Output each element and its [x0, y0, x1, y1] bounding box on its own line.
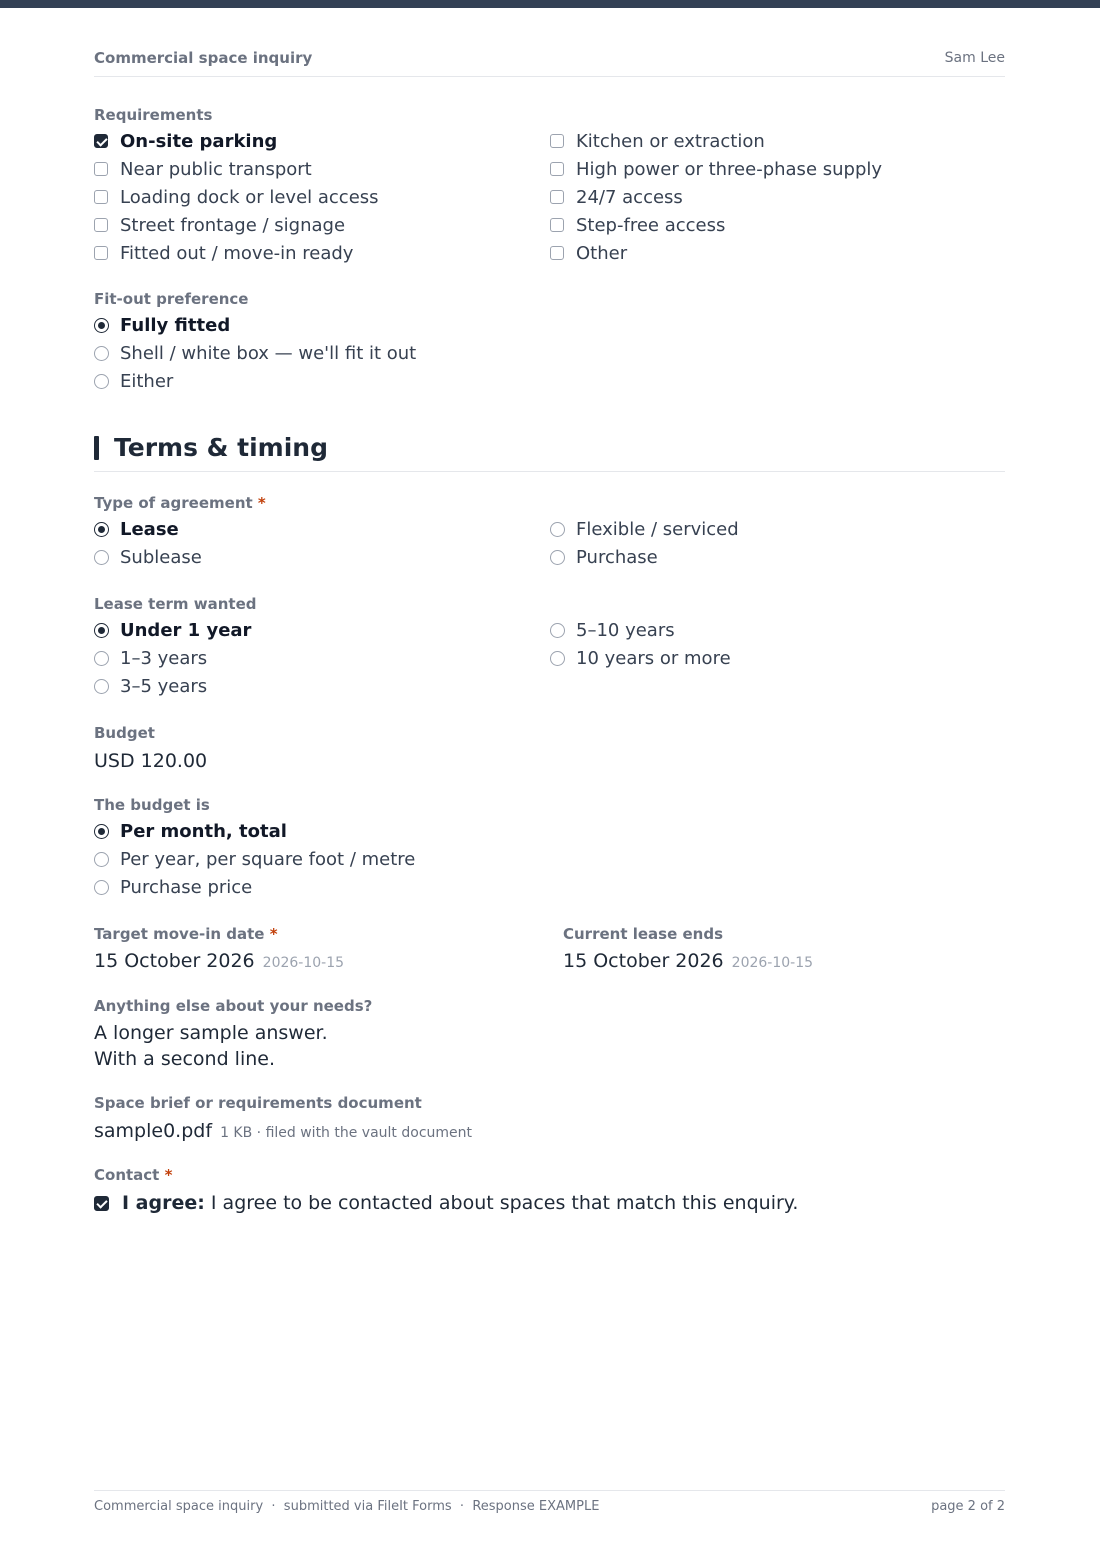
- radio-button[interactable]: [94, 824, 109, 839]
- radio-button[interactable]: [94, 679, 109, 694]
- section-accent-bar: [94, 436, 99, 460]
- document-label: Space brief or requirements document: [94, 1094, 422, 1112]
- page-number: page 2 of 2: [931, 1499, 1005, 1514]
- budget-value: USD 120.00: [94, 750, 208, 772]
- lease-ends-label: Current lease ends: [563, 925, 724, 943]
- radio-button[interactable]: [94, 880, 109, 895]
- consent-label: I agree:: [122, 1192, 205, 1214]
- checkbox[interactable]: [94, 134, 108, 148]
- contact-label: Contact *: [94, 1166, 173, 1184]
- footer-info: Commercial space inquiry · submitted via FileIt Forms · Response EXAMPLE: [94, 1499, 600, 1514]
- radio-button[interactable]: [94, 651, 109, 666]
- lease-ends-iso-date: 2026-10-15: [731, 955, 814, 971]
- lease-ends-value: 15 October 2026 2026-10-15: [563, 950, 814, 972]
- section-heading: [94, 432, 1005, 472]
- respondent-name: Sam Lee: [944, 50, 1005, 66]
- radio-button[interactable]: [550, 550, 565, 565]
- required-marker: *: [164, 1166, 173, 1184]
- radio-button[interactable]: [94, 522, 109, 537]
- needs-label: Anything else about your needs?: [94, 997, 373, 1015]
- document-file: [94, 1120, 472, 1142]
- checkbox[interactable]: [94, 246, 108, 260]
- fitout-label: Fit-out preference: [94, 290, 249, 308]
- checkbox[interactable]: [94, 218, 108, 232]
- radio-button[interactable]: [94, 346, 109, 361]
- page-footer: [94, 1490, 1005, 1514]
- checkbox[interactable]: [550, 162, 564, 176]
- document-filename[interactable]: sample0.pdf: [94, 1120, 213, 1142]
- radio-button[interactable]: [550, 522, 565, 537]
- budget-basis-label: The budget is: [94, 796, 210, 814]
- move-in-value: 15 October 2026 2026-10-15: [94, 950, 345, 972]
- required-marker: *: [269, 925, 278, 943]
- move-in-label: Target move-in date *: [94, 925, 278, 943]
- document-meta: 1 KB · filed with the vault document: [220, 1125, 473, 1141]
- checkbox[interactable]: [550, 246, 564, 260]
- top-accent-bar: [0, 0, 1100, 8]
- form-title: Commercial space inquiry: [94, 49, 313, 67]
- move-in-iso-date: 2026-10-15: [262, 955, 345, 971]
- radio-button[interactable]: [94, 374, 109, 389]
- checkbox[interactable]: [550, 218, 564, 232]
- document-header: [94, 48, 1005, 77]
- radio-button[interactable]: [550, 623, 565, 638]
- checkbox[interactable]: [94, 162, 108, 176]
- radio-button[interactable]: [94, 550, 109, 565]
- budget-label: Budget: [94, 724, 155, 742]
- lease-term-label: Lease term wanted: [94, 595, 257, 613]
- radio-button[interactable]: [550, 651, 565, 666]
- needs-answer-line-1: A longer sample answer.: [94, 1022, 328, 1044]
- consent-text: I agree to be contacted about spaces that match this enquiry.: [210, 1192, 799, 1214]
- consent-checkbox[interactable]: [94, 1196, 109, 1211]
- requirements-label: Requirements: [94, 106, 213, 124]
- radio-button[interactable]: [94, 318, 109, 333]
- required-marker: *: [257, 494, 266, 512]
- radio-button[interactable]: [94, 623, 109, 638]
- needs-answer-line-2: With a second line.: [94, 1048, 275, 1070]
- section-title: Terms & timing: [114, 433, 328, 462]
- agreement-label: Type of agreement *: [94, 494, 266, 512]
- radio-button[interactable]: [94, 852, 109, 867]
- checkbox[interactable]: [550, 190, 564, 204]
- checkbox[interactable]: [550, 134, 564, 148]
- checkbox[interactable]: [94, 190, 108, 204]
